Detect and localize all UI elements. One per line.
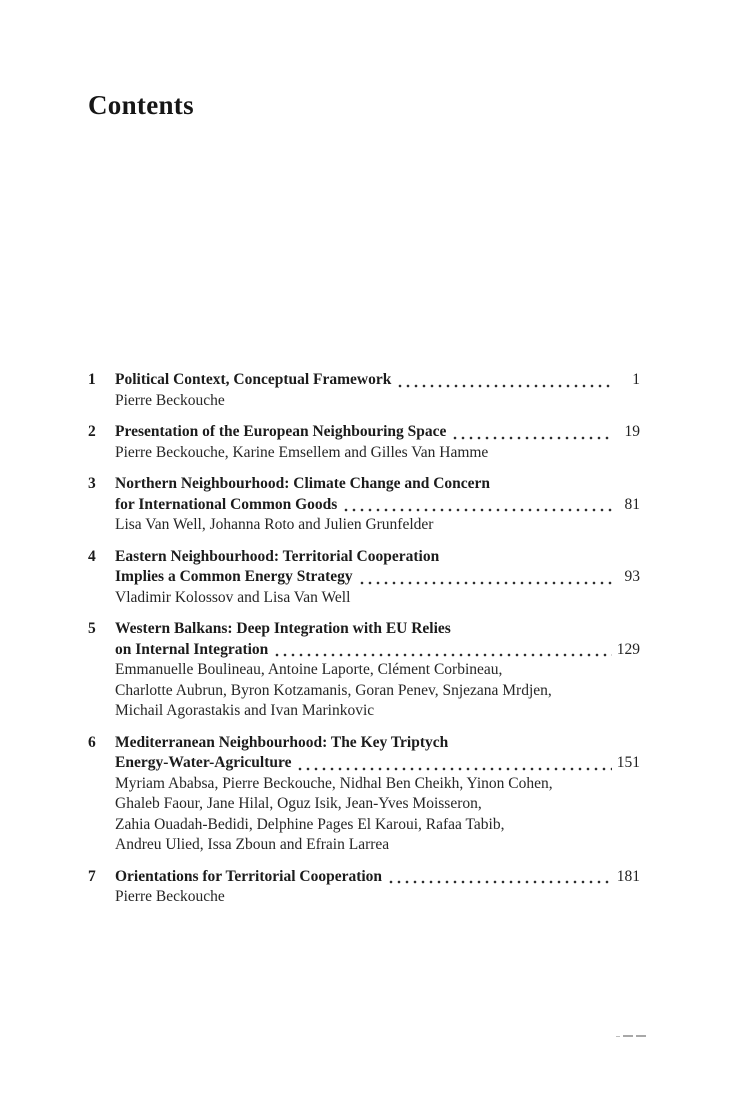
chapter-title-line bbox=[115, 474, 640, 495]
chapter-number: 4 bbox=[88, 547, 96, 565]
chapter-authors-line: Andreu Ulied, Issa Zboun and Efrain Larrea bbox=[115, 836, 390, 853]
page-title: Contents bbox=[88, 90, 194, 120]
dot-leader bbox=[389, 880, 612, 884]
toc-entry bbox=[88, 474, 640, 536]
chapter-title-block bbox=[115, 474, 640, 515]
toc-entry bbox=[88, 733, 640, 856]
dot-leader bbox=[298, 767, 612, 771]
chapter-authors-line: Michail Agorastakis and Ivan Marinkovic bbox=[115, 702, 375, 719]
chapter-title-line bbox=[115, 422, 640, 443]
toc-entry bbox=[88, 422, 640, 463]
chapter-authors-line: Vladimir Kolossov and Lisa Van Well bbox=[115, 588, 351, 606]
toc-entry bbox=[88, 867, 640, 908]
chapter-authors-block bbox=[115, 391, 640, 412]
toc-page bbox=[88, 88, 640, 919]
chapter-authors-line: Emmanuelle Boulineau, Antoine Laporte, Clément Corbineau, bbox=[115, 661, 503, 678]
chapter-title-line bbox=[115, 547, 640, 568]
scan-artifact-dot bbox=[616, 1036, 620, 1037]
chapter-page-number: 19 bbox=[624, 423, 640, 440]
dot-leader bbox=[275, 653, 612, 657]
chapter-authors-block bbox=[115, 774, 640, 856]
chapter-title-text: on Internal Integration bbox=[115, 640, 269, 658]
chapter-title-text: for International Common Goods bbox=[115, 495, 338, 513]
chapter-authors-block bbox=[115, 887, 640, 908]
dot-leader bbox=[360, 581, 612, 585]
chapter-title-line bbox=[115, 567, 640, 588]
chapter-title-line bbox=[115, 495, 640, 516]
chapter-number: 5 bbox=[88, 620, 96, 637]
chapter-page-number: 1 bbox=[632, 371, 640, 388]
chapter-authors-line: Myriam Ababsa, Pierre Beckouche, Nidhal Ben Cheikh, Yinon Cohen, bbox=[115, 774, 553, 792]
chapter-title-block bbox=[115, 867, 640, 888]
scan-artifact-dash bbox=[623, 1035, 633, 1037]
chapter-number: 6 bbox=[88, 733, 96, 751]
chapter-title-text: Mediterranean Neighbourhood: The Key Triptych bbox=[115, 733, 449, 751]
chapter-title-text: Implies a Common Energy Strategy bbox=[115, 568, 353, 585]
chapter-title-text: Presentation of the European Neighbouring Space bbox=[115, 423, 447, 440]
chapter-title-text: Northern Neighbourhood: Climate Change and Concern bbox=[115, 475, 491, 492]
scan-artifact-dash bbox=[636, 1035, 646, 1037]
chapter-authors-block bbox=[115, 660, 640, 722]
chapter-authors-line: Pierre Beckouche, Karine Emsellem and Gilles Van Hamme bbox=[115, 443, 489, 461]
chapter-page-number: 129 bbox=[616, 640, 640, 658]
chapter-number: 1 bbox=[88, 371, 96, 388]
chapter-page-number: 81 bbox=[624, 495, 640, 513]
chapter-number: 7 bbox=[88, 867, 96, 885]
chapter-title-text: Orientations for Territorial Cooperation bbox=[115, 867, 383, 885]
chapter-title-text: Energy-Water-Agriculture bbox=[115, 754, 292, 771]
chapter-title-line bbox=[115, 753, 640, 774]
chapter-title-block bbox=[115, 733, 640, 774]
chapter-title-line bbox=[115, 733, 640, 754]
chapter-title-block bbox=[115, 422, 640, 443]
chapter-authors-line: Ghaleb Faour, Jane Hilal, Oguz Isik, Jean-Yves Moisseron, bbox=[115, 795, 482, 812]
scan-artifact-mark bbox=[616, 1034, 648, 1038]
chapter-authors-block bbox=[115, 515, 640, 536]
chapter-title-line bbox=[115, 867, 640, 888]
toc-entry bbox=[88, 619, 640, 722]
toc-list bbox=[88, 370, 640, 908]
chapter-title-text: Eastern Neighbourhood: Territorial Cooperation bbox=[115, 547, 440, 565]
dot-leader bbox=[398, 384, 612, 388]
chapter-authors-line: Lisa Van Well, Johanna Roto and Julien Grunfelder bbox=[115, 516, 434, 533]
toc-entry bbox=[88, 370, 640, 411]
chapter-page-number: 151 bbox=[616, 754, 640, 771]
chapter-number: 2 bbox=[88, 423, 96, 440]
chapter-title-block bbox=[115, 547, 640, 588]
chapter-title-block bbox=[115, 619, 640, 660]
chapter-authors-line: Pierre Beckouche bbox=[115, 391, 225, 409]
chapter-authors-line: Charlotte Aubrun, Byron Kotzamanis, Goran Penev, Snjezana Mrdjen, bbox=[115, 681, 552, 699]
chapter-page-number: 93 bbox=[624, 568, 640, 585]
dot-leader bbox=[344, 508, 612, 512]
chapter-authors-block bbox=[115, 443, 640, 464]
dot-leader bbox=[453, 436, 612, 440]
chapter-authors-block bbox=[115, 588, 640, 609]
chapter-page-number: 181 bbox=[616, 867, 640, 885]
chapter-title-line bbox=[115, 619, 640, 640]
toc-entry bbox=[88, 547, 640, 609]
chapter-title-line bbox=[115, 370, 640, 391]
chapter-authors-line: Zahia Ouadah-Bedidi, Delphine Pages El Karoui, Rafaa Tabib, bbox=[115, 815, 505, 833]
chapter-number: 3 bbox=[88, 475, 96, 492]
chapter-authors-line: Pierre Beckouche bbox=[115, 888, 225, 905]
chapter-title-line bbox=[115, 640, 640, 661]
chapter-title-block bbox=[115, 370, 640, 391]
chapter-title-text: Western Balkans: Deep Integration with EU Relies bbox=[115, 620, 451, 637]
chapter-title-text: Political Context, Conceptual Framework bbox=[115, 371, 392, 388]
